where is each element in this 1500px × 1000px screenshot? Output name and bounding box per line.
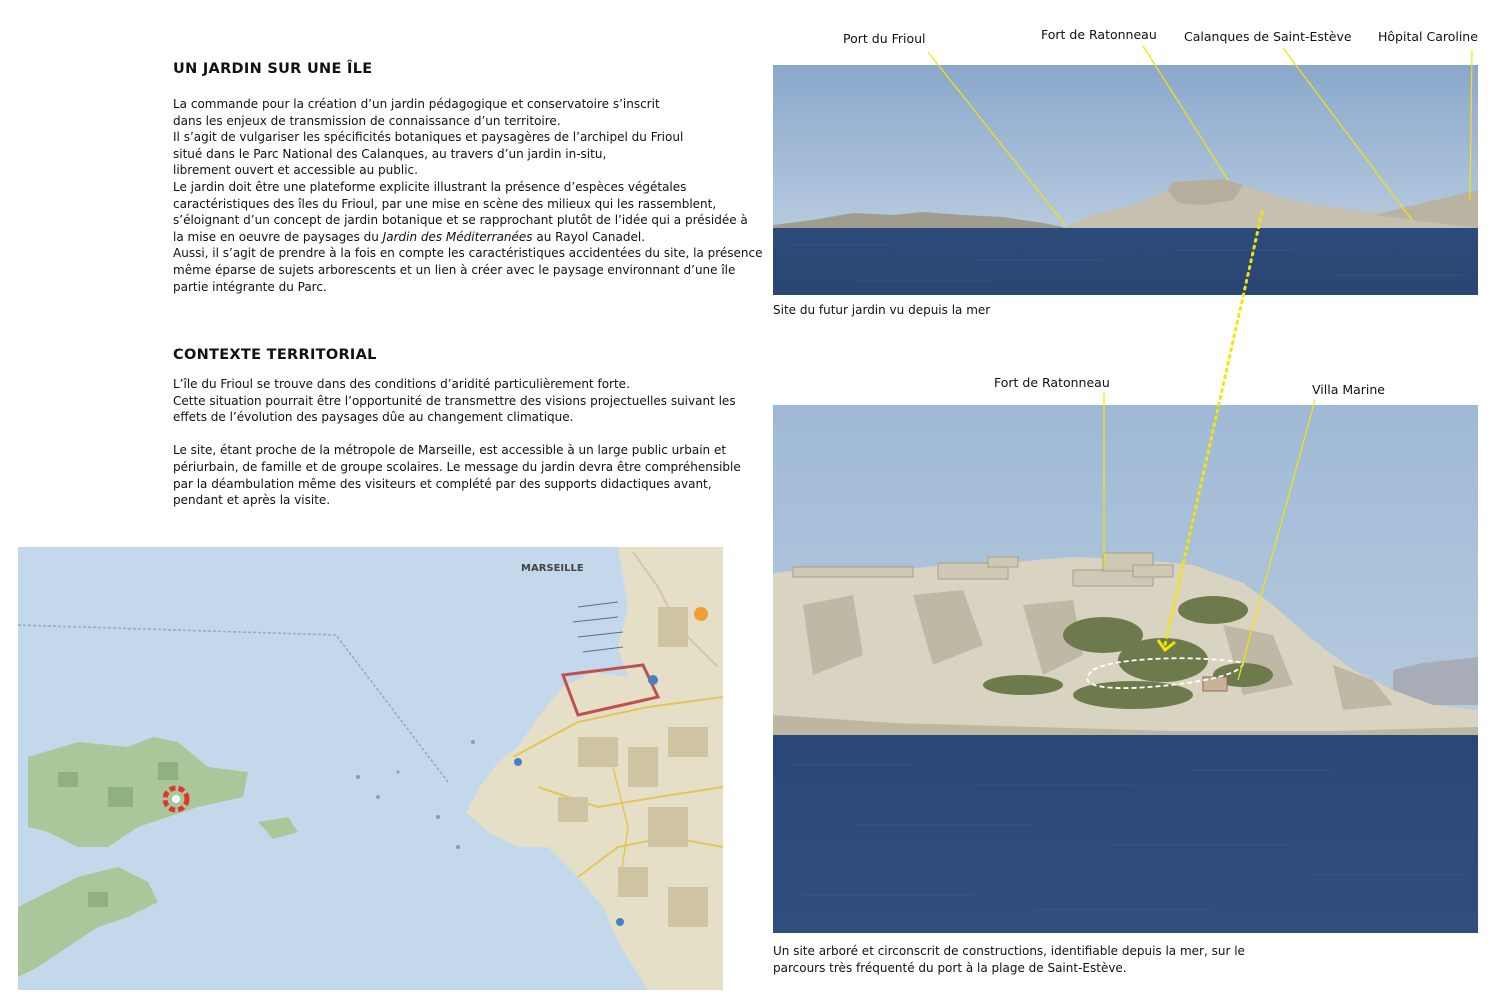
map-city-label: MARSEILLE	[521, 563, 584, 574]
paragraph-gap	[173, 426, 733, 443]
text-line: Il s’agit de vulgariser les spécificités botaniques et paysagères de l’archipel du Frioul	[173, 130, 684, 145]
text-line: s’éloignant d’un concept de jardin botanique et se rapprochant plutôt de l’idée qui a présidée à	[173, 213, 748, 228]
text-line: La commande pour la création d’un jardin pédagogique et conservatoire s’inscrit	[173, 97, 660, 111]
text-line: périurbain, de famille et de groupe scolaires. Le message du jardin devra être compréhensible	[173, 459, 741, 474]
text-line: Aussi, il s’agit de prendre à la fois en compte les caractéristiques accidentées du site, la présence	[173, 246, 763, 261]
section-title-jardin: UN JARDIN SUR UNE ÎLE	[173, 61, 373, 77]
text-line: par la déambulation même des visiteurs et complété par des supports didactiques avant,	[173, 476, 712, 491]
text-line-with-italic	[173, 229, 733, 246]
label-hopital-caroline: Hôpital Caroline	[1378, 29, 1478, 44]
caption-line: Un site arboré et circonscrit de constructions, identifiable depuis la mer, sur le	[773, 944, 1245, 958]
text-line: librement ouvert et accessible au public.	[173, 163, 418, 178]
text-line: partie intégrante du Parc.	[173, 279, 327, 294]
text-fragment: au Rayol Canadel.	[532, 229, 646, 244]
text-line: pendant et après la visite.	[173, 493, 331, 508]
italic-title: Jardin des Méditerranées	[382, 229, 533, 244]
label-port-du-frioul: Port du Frioul	[843, 31, 926, 46]
text-line: Le site, étant proche de la métropole de Marseille, est accessible à un large public urbain et	[173, 443, 727, 458]
text-line: Cette situation pourrait être l’opportunité de transmettre des visions projectuelles suivant les	[173, 393, 736, 408]
text-line: même éparse de sujets arborescents et un lien à créer avec le paysage environnant d’une île	[173, 262, 736, 277]
text-line: situé dans le Parc National des Calanques, au travers d’un jardin in-situ,	[173, 146, 607, 161]
jardin-paragraph	[173, 96, 763, 295]
section-title-contexte: CONTEXTE TERRITORIAL	[173, 347, 377, 363]
contexte-paragraph	[173, 376, 741, 509]
label-calanques-saint-esteve: Calanques de Saint-Estève	[1184, 29, 1352, 44]
panorama-photo	[773, 65, 1478, 295]
caption-line: parcours très fréquenté du port à la plage de Saint-Estève.	[773, 960, 1127, 975]
label-fort-de-ratonneau-2: Fort de Ratonneau	[994, 375, 1110, 390]
text-line: caractéristiques des îles du Frioul, par une mise en scène des milieux qui les rassemblent,	[173, 196, 717, 211]
text-line: dans les enjeux de transmission de connaissance d’un territoire.	[173, 113, 561, 128]
photo2-caption	[773, 943, 1245, 976]
text-fragment: la mise en oeuvre de paysages du	[173, 229, 383, 244]
photo1-caption: Site du futur jardin vu depuis la mer	[773, 303, 991, 317]
text-line: L’île du Frioul se trouve dans des conditions d’aridité particulièrement forte.	[173, 377, 630, 391]
territory-map	[18, 547, 723, 990]
text-line: effets de l’évolution des paysages dûe au changement climatique.	[173, 410, 574, 425]
island-photo	[773, 405, 1478, 933]
label-villa-marine: Villa Marine	[1312, 382, 1385, 397]
label-fort-de-ratonneau: Fort de Ratonneau	[1041, 27, 1157, 42]
text-line: Le jardin doit être une plateforme explicite illustrant la présence d’espèces végétales	[173, 179, 687, 194]
